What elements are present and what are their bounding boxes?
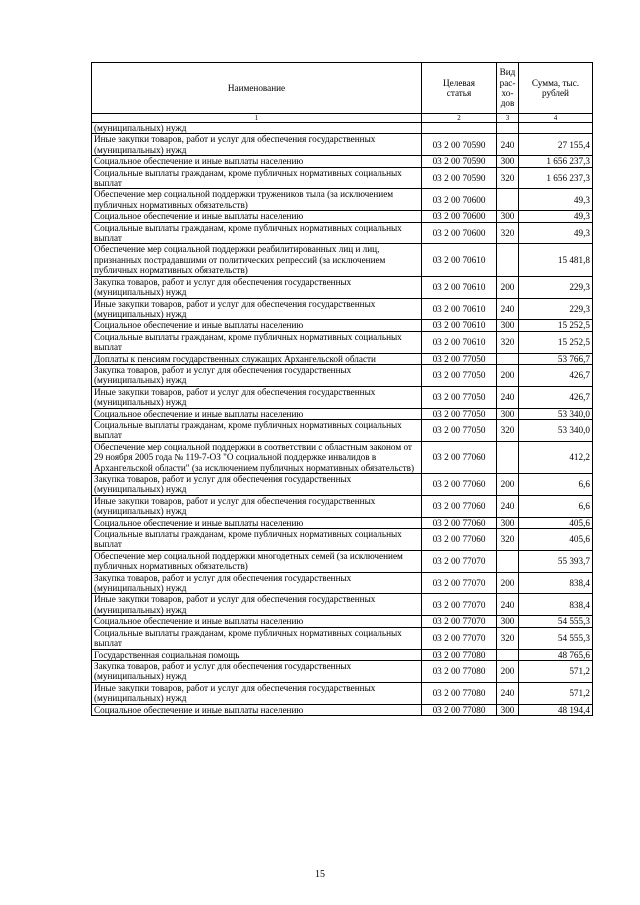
row-name: Иные закупки товаров, работ и услуг для обеспечения государственных (муниципальных) нужд: [92, 298, 422, 320]
row-sum: 53 766,7: [519, 353, 593, 364]
row-sum: 571,2: [519, 660, 593, 682]
row-vid: [497, 189, 519, 211]
table-row: [92, 495, 593, 517]
row-name: Закупка товаров, работ и услуг для обеспечения государственных (муниципальных) нужд: [92, 474, 422, 496]
row-code: 03 2 00 77070: [422, 594, 497, 616]
row-name: Иные закупки товаров, работ и услуг для обеспечения государственных (муниципальных) нужд: [92, 134, 422, 156]
row-code: 03 2 00 77060: [422, 441, 497, 473]
row-name: Закупка товаров, работ и услуг для обеспечения государственных (муниципальных) нужд: [92, 660, 422, 682]
row-vid: 240: [497, 386, 519, 408]
row-sum: 49,3: [519, 222, 593, 244]
row-sum: 15 481,8: [519, 244, 593, 276]
row-code: 03 2 00 70610: [422, 244, 497, 276]
row-code: 03 2 00 77070: [422, 550, 497, 572]
row-name: Обеспечение мер социальной поддержки многодетных семей (за исключением публичных нормативных обязательств): [92, 550, 422, 572]
row-sum: 426,7: [519, 364, 593, 386]
row-sum: 49,3: [519, 189, 593, 211]
table-row: [92, 594, 593, 616]
table-row: [92, 627, 593, 649]
table-row: [92, 134, 593, 156]
row-code: 03 2 00 77080: [422, 649, 497, 660]
table-row: [92, 704, 593, 715]
row-sum: 48 765,6: [519, 649, 593, 660]
row-code: 03 2 00 77050: [422, 364, 497, 386]
table-header-row: [92, 63, 593, 114]
table-body: [92, 123, 593, 716]
row-code: 03 2 00 77080: [422, 682, 497, 704]
col-number: 1: [92, 114, 422, 123]
row-sum: 48 194,4: [519, 704, 593, 715]
row-vid: 240: [497, 594, 519, 616]
table-row: [92, 408, 593, 419]
row-name: Обеспечение мер социальной поддержки в соответствии с областным законом от 29 ноября 2005 года № 119-7-ОЗ "О социальной поддержке инвалидов в Архангельской области" (за исключением публичных нормативных обязательств): [92, 441, 422, 473]
row-sum: 27 155,4: [519, 134, 593, 156]
table-row: [92, 364, 593, 386]
row-name: Социальное обеспечение и иные выплаты населению: [92, 408, 422, 419]
row-sum: 838,4: [519, 594, 593, 616]
row-name: Социальное обеспечение и иные выплаты населению: [92, 616, 422, 627]
row-vid: [497, 649, 519, 660]
row-vid: 200: [497, 474, 519, 496]
row-name: Обеспечение мер социальной поддержки реабилитированных лиц и лиц, признанных пострадавшими от политических репрессий (за исключением публичных нормативных обязательств): [92, 244, 422, 276]
row-sum: 53 340,0: [519, 408, 593, 419]
table-row: [92, 331, 593, 353]
row-name: (муниципальных) нужд: [92, 123, 422, 134]
row-vid: 300: [497, 408, 519, 419]
row-sum: 229,3: [519, 276, 593, 298]
row-sum: 49,3: [519, 211, 593, 222]
col-number: 2: [422, 114, 497, 123]
row-vid: 300: [497, 320, 519, 331]
row-code: 03 2 00 70590: [422, 167, 497, 189]
row-code: 03 2 00 77080: [422, 704, 497, 715]
row-code: 03 2 00 77070: [422, 572, 497, 594]
table-row: [92, 441, 593, 473]
row-code: 03 2 00 77050: [422, 353, 497, 364]
row-name: Социальные выплаты гражданам, кроме публичных нормативных социальных выплат: [92, 167, 422, 189]
row-sum: 412,2: [519, 441, 593, 473]
table-row: [92, 616, 593, 627]
row-code: 03 2 00 70610: [422, 320, 497, 331]
row-code: 03 2 00 77070: [422, 616, 497, 627]
row-vid: 240: [497, 298, 519, 320]
row-sum: 229,3: [519, 298, 593, 320]
table-row: [92, 156, 593, 167]
table-row: [92, 550, 593, 572]
table-row: [92, 649, 593, 660]
row-code: 03 2 00 77050: [422, 419, 497, 441]
row-code: 03 2 00 77060: [422, 474, 497, 496]
row-code: 03 2 00 70610: [422, 276, 497, 298]
row-vid: 200: [497, 364, 519, 386]
row-name: Обеспечение мер социальной поддержки тружеников тыла (за исключением публичных нормативных обязательств): [92, 189, 422, 211]
row-sum: 1 656 237,3: [519, 167, 593, 189]
row-vid: 320: [497, 222, 519, 244]
row-code: 03 2 00 77050: [422, 408, 497, 419]
row-code: 03 2 00 70610: [422, 331, 497, 353]
table-row: [92, 529, 593, 551]
row-vid: 300: [497, 616, 519, 627]
row-name: Социальные выплаты гражданам, кроме публичных нормативных социальных выплат: [92, 331, 422, 353]
row-vid: 200: [497, 572, 519, 594]
row-vid: 300: [497, 517, 519, 528]
header-name: Наименование: [92, 63, 422, 114]
table-row: [92, 419, 593, 441]
row-name: Иные закупки товаров, работ и услуг для обеспечения государственных (муниципальных) нужд: [92, 386, 422, 408]
row-vid: [497, 244, 519, 276]
row-code: 03 2 00 77050: [422, 386, 497, 408]
row-code: 03 2 00 77060: [422, 495, 497, 517]
row-code: 03 2 00 77070: [422, 627, 497, 649]
row-sum: 838,4: [519, 572, 593, 594]
table-row: [92, 244, 593, 276]
row-name: Иные закупки товаров, работ и услуг для обеспечения государственных (муниципальных) нужд: [92, 682, 422, 704]
row-name: Государственная социальная помощь: [92, 649, 422, 660]
table-row: [92, 167, 593, 189]
table-row: [92, 123, 593, 134]
row-name: Социальное обеспечение и иные выплаты населению: [92, 211, 422, 222]
row-name: Социальное обеспечение и иные выплаты населению: [92, 517, 422, 528]
row-vid: 300: [497, 156, 519, 167]
row-sum: 6,6: [519, 495, 593, 517]
row-name: Социальное обеспечение и иные выплаты населению: [92, 320, 422, 331]
header-code: Целевая статья: [422, 63, 497, 114]
row-code: 03 2 00 77060: [422, 529, 497, 551]
table-row: [92, 189, 593, 211]
row-vid: 320: [497, 419, 519, 441]
row-name: Закупка товаров, работ и услуг для обеспечения государственных (муниципальных) нужд: [92, 276, 422, 298]
row-sum: 6,6: [519, 474, 593, 496]
row-vid: [497, 353, 519, 364]
table-row: [92, 474, 593, 496]
col-number: 4: [519, 114, 593, 123]
header-vid: Вид рас-хо-дов: [497, 63, 519, 114]
row-name: Закупка товаров, работ и услуг для обеспечения государственных (муниципальных) нужд: [92, 364, 422, 386]
col-number: 3: [497, 114, 519, 123]
row-code: 03 2 00 70590: [422, 156, 497, 167]
row-name: Социальное обеспечение и иные выплаты населению: [92, 704, 422, 715]
row-vid: 240: [497, 134, 519, 156]
page-number: 15: [315, 869, 325, 880]
row-vid: [497, 550, 519, 572]
row-name: Закупка товаров, работ и услуг для обеспечения государственных (муниципальных) нужд: [92, 572, 422, 594]
row-vid: 240: [497, 682, 519, 704]
row-name: Социальные выплаты гражданам, кроме публичных нормативных социальных выплат: [92, 627, 422, 649]
row-sum: 426,7: [519, 386, 593, 408]
row-vid: 300: [497, 211, 519, 222]
table-row: [92, 682, 593, 704]
row-name: Социальные выплаты гражданам, кроме публичных нормативных социальных выплат: [92, 222, 422, 244]
row-vid: 320: [497, 627, 519, 649]
row-vid: 200: [497, 660, 519, 682]
row-sum: 55 393,7: [519, 550, 593, 572]
table-row: [92, 572, 593, 594]
row-vid: 240: [497, 495, 519, 517]
row-code: 03 2 00 70600: [422, 211, 497, 222]
row-code: 03 2 00 70610: [422, 298, 497, 320]
row-vid: 200: [497, 276, 519, 298]
table-row: [92, 320, 593, 331]
row-sum: [519, 123, 593, 134]
row-vid: [497, 441, 519, 473]
header-sum: Сумма, тыс. рублей: [519, 63, 593, 114]
table-row: [92, 298, 593, 320]
table-row: [92, 660, 593, 682]
document-page: [91, 62, 592, 716]
row-sum: 54 555,3: [519, 627, 593, 649]
row-code: 03 2 00 77060: [422, 517, 497, 528]
row-code: 03 2 00 70600: [422, 189, 497, 211]
row-name: Иные закупки товаров, работ и услуг для обеспечения государственных (муниципальных) нужд: [92, 495, 422, 517]
table-row: [92, 222, 593, 244]
table-row: [92, 517, 593, 528]
table-row: [92, 353, 593, 364]
row-sum: 405,6: [519, 517, 593, 528]
row-name: Социальное обеспечение и иные выплаты населению: [92, 156, 422, 167]
row-name: Социальные выплаты гражданам, кроме публичных нормативных социальных выплат: [92, 419, 422, 441]
row-vid: 320: [497, 529, 519, 551]
row-vid: 320: [497, 167, 519, 189]
row-vid: [497, 123, 519, 134]
row-name: Социальные выплаты гражданам, кроме публичных нормативных социальных выплат: [92, 529, 422, 551]
column-number-row: [92, 114, 593, 123]
row-sum: 571,2: [519, 682, 593, 704]
row-sum: 15 252,5: [519, 320, 593, 331]
row-code: [422, 123, 497, 134]
row-vid: 300: [497, 704, 519, 715]
table-row: [92, 276, 593, 298]
row-sum: 15 252,5: [519, 331, 593, 353]
row-sum: 405,6: [519, 529, 593, 551]
row-vid: 320: [497, 331, 519, 353]
row-sum: 1 656 237,3: [519, 156, 593, 167]
row-name: Иные закупки товаров, работ и услуг для обеспечения государственных (муниципальных) нужд: [92, 594, 422, 616]
row-sum: 53 340,0: [519, 419, 593, 441]
row-code: 03 2 00 70600: [422, 222, 497, 244]
row-name: Доплаты к пенсиям государственных служащих Архангельской области: [92, 353, 422, 364]
row-code: 03 2 00 70590: [422, 134, 497, 156]
table-row: [92, 386, 593, 408]
row-sum: 54 555,3: [519, 616, 593, 627]
row-code: 03 2 00 77080: [422, 660, 497, 682]
table-row: [92, 211, 593, 222]
budget-table: [91, 62, 593, 716]
